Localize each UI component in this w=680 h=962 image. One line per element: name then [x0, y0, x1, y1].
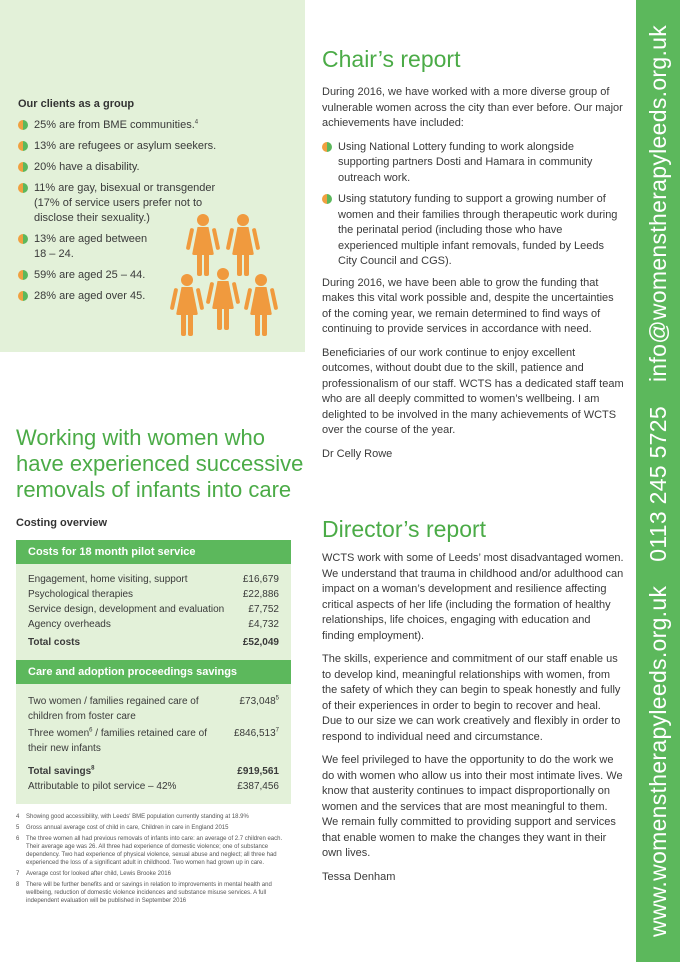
costing-table — [16, 540, 291, 804]
woman-figure-icon — [208, 268, 238, 330]
director-signature: Tessa Denham — [322, 870, 396, 883]
half-circle-bullet-icon — [18, 291, 28, 301]
woman-figure-icon — [188, 214, 218, 276]
chair-signature: Dr Celly Rowe — [322, 447, 393, 460]
list-item: 28% are aged over 45. — [18, 289, 288, 304]
list-item: 59% are aged 25 – 44. — [18, 268, 288, 283]
costs-rows — [16, 564, 291, 656]
footnotes — [16, 813, 296, 908]
total-costs-row: Total costs £52,049 — [28, 637, 279, 648]
table-row: Three women$^6$ / families retained care of their new infants £846,513$^7$ — [28, 727, 279, 754]
savings-heading: Care and adoption proceedings savings — [16, 660, 291, 684]
working-title: Working with women who have experienced successive removals of infants into care — [16, 425, 304, 502]
table-row: Service design, development and evaluation £7,752 — [28, 604, 279, 615]
director-paragraph: WCTS work with some of Leeds’ most disadvantaged women. We understand that trauma in childhood and/or adulthood can impact on a woman’s development and resilience affecting critical aspects of her life (including the formation of healthy relationships, life choices, engaging with education and finding employment). — [322, 552, 624, 642]
director-report — [322, 515, 624, 893]
clients-panel — [0, 0, 305, 352]
list-item: Using statutory funding to support a growing number of women and their families through therapeutic work during the perinatal period (including those who have experienced multiple infant removals, funded by Leeds City Council and CGS). — [322, 192, 624, 270]
list-item: 13% are refugees or asylum seekers. — [18, 139, 288, 154]
chair-achievements-list — [322, 140, 624, 270]
half-circle-bullet-icon — [18, 162, 28, 172]
list-item: 20% have a disability. — [18, 160, 288, 175]
table-row: Two women / families regained care of children from foster care £73,048$^5$ — [28, 695, 279, 722]
half-circle-bullet-icon — [322, 142, 332, 152]
woman-figure-icon — [172, 274, 202, 336]
half-circle-bullet-icon — [18, 270, 28, 280]
total-savings-row: Total savings$^8$ £919,561 — [28, 765, 279, 777]
table-row: Engagement, home visiting, support £16,679 — [28, 574, 279, 585]
table-row: Agency overheads £4,732 — [28, 619, 279, 630]
half-circle-bullet-icon — [18, 141, 28, 151]
phone-number[interactable]: 0113 245 5725 — [645, 406, 671, 562]
clients-heading: Our clients as a group — [18, 98, 135, 110]
footnote: 7 Average cost for looked after child, Lewis Brooke 2016 — [16, 871, 171, 877]
woman-figure-icon — [228, 214, 258, 276]
footnote: 6 The three women all had previous removals of infants into care: an average of 2.7 children each. Their average age was 26. All three had experience of domestic violence; one of substance dependency. Two had experience of physical violence, sexual abuse and neglect; all three had experienced the loss of a significant adult in childhood. Two women had grown up in care. — [16, 836, 283, 866]
footnote: 5 Gross annual average cost of child in care, Children in care in England 2015 — [16, 825, 229, 831]
director-report-title: Director’s report — [322, 516, 487, 542]
list-item: 13% are aged between 18 – 24. — [18, 232, 148, 262]
chair-report — [322, 45, 624, 470]
costing-overview-label: Costing overview — [16, 517, 108, 529]
list-item: 25% are from BME communities.$^4$ — [18, 118, 288, 133]
costs-heading: Costs for 18 month pilot service — [16, 540, 291, 564]
savings-rows — [16, 684, 291, 804]
women-figures-illustration — [170, 210, 290, 340]
contact-strip-text — [644, 11, 672, 951]
table-row: Psychological therapies £22,886 — [28, 589, 279, 600]
list-item: 11% are gay, bisexual or transgender (17% of service users prefer not to disclose their sexuality.) — [18, 181, 233, 226]
footnote: 8 There will be further benefits and or savings in relation to improvements in mental health and wellbeing, reduction of domestic violence incidences and substance misuse services. A full independent evaluation will be published in September 2016 — [16, 882, 272, 904]
chair-paragraph: During 2016, we have been able to grow the funding that makes this vital work possible and, despite the uncertainties of the coming year, we remain determined to find ways of continuing to provide services in accordance with need. — [322, 276, 614, 335]
chair-paragraph: Beneficiaries of our work continue to enjoy excellent outcomes, without doubt due to the skill, patience and professionalism of our staff. WCTS has a dedicated staff team who are all deeply committed to women’s wellbeing. I am delighted to be involved in the many achievements of WCTS over the course of the year. — [322, 346, 624, 436]
director-paragraph: The skills, experience and commitment of our staff enable us to develop kind, meaningful relationships with women, from the safety of which they can begin to speak honestly and fully of their experiences in order to begin to recover and heal. Due to our size we can work creatively and flexibly in order to respond to individual need and circumstance. — [322, 653, 621, 743]
half-circle-bullet-icon — [18, 120, 28, 130]
chair-report-title: Chair’s report — [322, 46, 461, 72]
half-circle-bullet-icon — [18, 234, 28, 244]
list-item: Using National Lottery funding to work alongside supporting partners Dosti and Hamara in community outreach work. — [322, 140, 624, 187]
contact-strip — [636, 0, 680, 962]
half-circle-bullet-icon — [322, 194, 332, 204]
woman-figure-icon — [246, 274, 276, 336]
website-link[interactable]: www.womenstherapyleeds.org.uk — [645, 585, 671, 938]
half-circle-bullet-icon — [18, 183, 28, 193]
director-paragraph: We feel privileged to have the opportunity to do the work we do with women who allow us into their most intimate lives. We know that austerity continues to impact disproportionally on women and the services that are most meaningful to them. We remain fully committed to providing support and services that enable women to make the changes they want in their own lives. — [322, 754, 623, 859]
email-link[interactable]: info@womenstherapyleeds.org.uk — [645, 24, 671, 383]
pilot-attributable-row: Attributable to pilot service – 42% £387,456 — [28, 781, 279, 792]
chair-intro: During 2016, we have worked with a more diverse group of vulnerable women across the city than ever before. Our major achievements have included: — [322, 86, 623, 129]
footnote: 4 Showing good accessibility, with Leeds' BME population currently standing at 18.9% — [16, 814, 249, 820]
